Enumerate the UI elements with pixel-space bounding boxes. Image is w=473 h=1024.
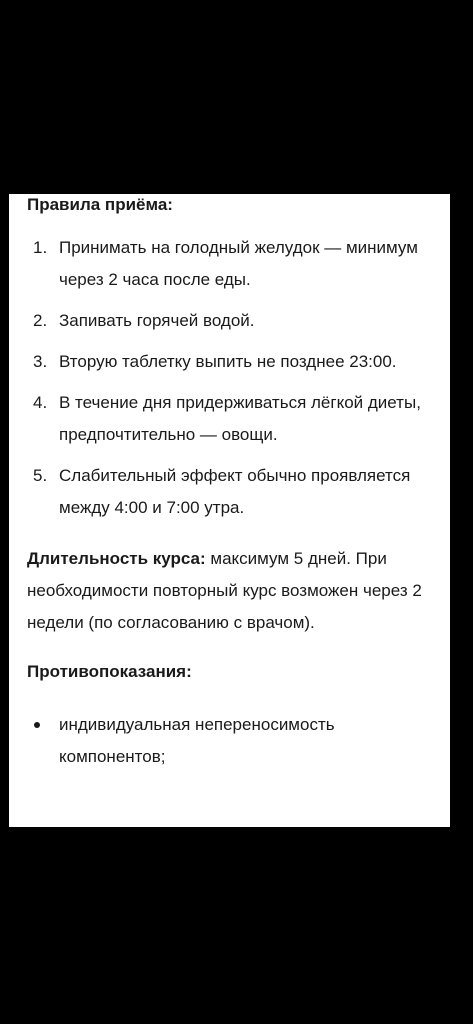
contraindications-list bbox=[27, 709, 437, 773]
list-item-number: 1. bbox=[33, 238, 48, 257]
list-item-text: Вторую таблетку выпить не позднее 23:00. bbox=[59, 352, 397, 371]
message-content bbox=[27, 194, 437, 773]
list-item bbox=[27, 232, 437, 296]
bullet-icon bbox=[34, 722, 40, 728]
course-duration-label: Длительность курса: bbox=[27, 549, 206, 568]
list-item-number: 3. bbox=[33, 352, 48, 371]
course-duration-text: максимум 5 дней. При необходимости повторный курс возможен через 2 недели (по согласованию с врачом). bbox=[27, 549, 422, 632]
list-item bbox=[27, 387, 437, 451]
list-item bbox=[27, 460, 437, 524]
list-item-text: Принимать на голодный желудок — минимум через 2 часа после еды. bbox=[59, 238, 418, 289]
list-item-number: 2. bbox=[33, 311, 48, 330]
list-item-text: В течение дня придерживаться лёгкой диеты, предпочтительно — овощи. bbox=[59, 393, 421, 444]
list-item-text: Запивать горячей водой. bbox=[59, 311, 255, 330]
rules-list bbox=[27, 232, 437, 524]
contraindications-heading: Противопоказания: bbox=[27, 662, 192, 681]
course-duration-paragraph bbox=[27, 543, 437, 639]
list-item-text: Слабительный эффект обычно проявляется между 4:00 и 7:00 утра. bbox=[59, 466, 411, 517]
list-item bbox=[27, 305, 437, 337]
list-item bbox=[27, 346, 437, 378]
rules-heading: Правила приёма: bbox=[27, 195, 173, 214]
list-item-text: индивидуальная непереносимость компонентов; bbox=[59, 715, 335, 766]
list-item bbox=[27, 709, 437, 773]
list-item-number: 5. bbox=[33, 466, 48, 485]
message-card bbox=[9, 194, 450, 827]
list-item-number: 4. bbox=[33, 393, 48, 412]
